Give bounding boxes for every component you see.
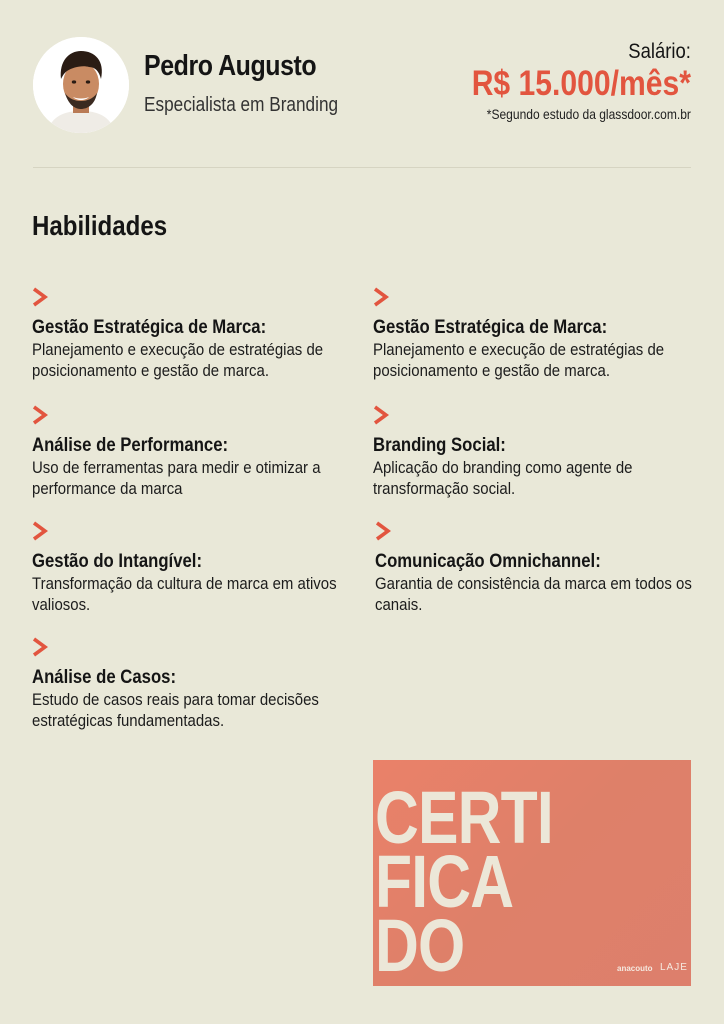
- skill-title: Análise de Casos:: [32, 667, 177, 688]
- skill-desc: Estudo de casos reais para tomar decisões estratégicas fundamentadas.: [32, 690, 319, 730]
- chevron-right-icon: [373, 287, 389, 307]
- section-title: Habilidades: [32, 210, 168, 241]
- skill-desc: Garantia de consistência da marca em todos os canais.: [375, 574, 692, 614]
- skill-item: [32, 287, 352, 381]
- skill-item: [32, 637, 352, 731]
- chevron-right-icon: [373, 405, 389, 425]
- skill-desc: Transformação da cultura de marca em ativos valiosos.: [32, 574, 337, 614]
- certificate-line: FICA: [375, 840, 514, 923]
- chevron-right-icon: [32, 637, 48, 657]
- skill-desc: Aplicação do branding como agente de transformação social.: [373, 458, 633, 498]
- chevron-right-icon: [375, 521, 391, 541]
- skill-item: [373, 405, 693, 499]
- salary-value: R$ 15.000/mês*: [471, 64, 691, 103]
- skill-desc: Planejamento e execução de estratégias de posicionamento e gestão de marca.: [373, 340, 665, 380]
- skill-item: [375, 521, 695, 615]
- salary-block: [436, 40, 691, 122]
- skill-item: [373, 287, 693, 381]
- skill-title: Gestão Estratégica de Marca:: [373, 317, 608, 338]
- skill-title: Gestão do Intangível:: [32, 551, 203, 572]
- profile-name: Pedro Augusto: [144, 50, 317, 82]
- certificate-card: [373, 760, 691, 986]
- avatar: [33, 37, 129, 133]
- salary-note: *Segundo estudo da glassdoor.com.br: [486, 106, 691, 122]
- chevron-right-icon: [32, 287, 48, 307]
- skill-title: Branding Social:: [373, 435, 506, 456]
- certificate-line: CERTI: [375, 776, 553, 859]
- skill-title: Análise de Performance:: [32, 435, 229, 456]
- chevron-right-icon: [32, 405, 48, 425]
- chevron-right-icon: [32, 521, 48, 541]
- skill-desc: Planejamento e execução de estratégias de posicionamento e gestão de marca.: [32, 340, 324, 380]
- brand-logo-anacouto: anacouto: [617, 964, 653, 973]
- profile-role: Especialista em Branding: [144, 94, 339, 116]
- skill-title: Comunicação Omnichannel:: [375, 551, 601, 572]
- salary-label: Salário:: [628, 40, 691, 63]
- certificate-line: DO: [375, 904, 465, 986]
- divider: [33, 167, 691, 168]
- certificate-title: [375, 776, 553, 986]
- skill-item: [32, 405, 352, 499]
- brand-logo-laje: LAJE: [660, 962, 688, 973]
- skill-title: Gestão Estratégica de Marca:: [32, 317, 267, 338]
- skill-item: [32, 521, 352, 615]
- skill-desc: Uso de ferramentas para medir e otimizar a performance da marca: [32, 458, 321, 498]
